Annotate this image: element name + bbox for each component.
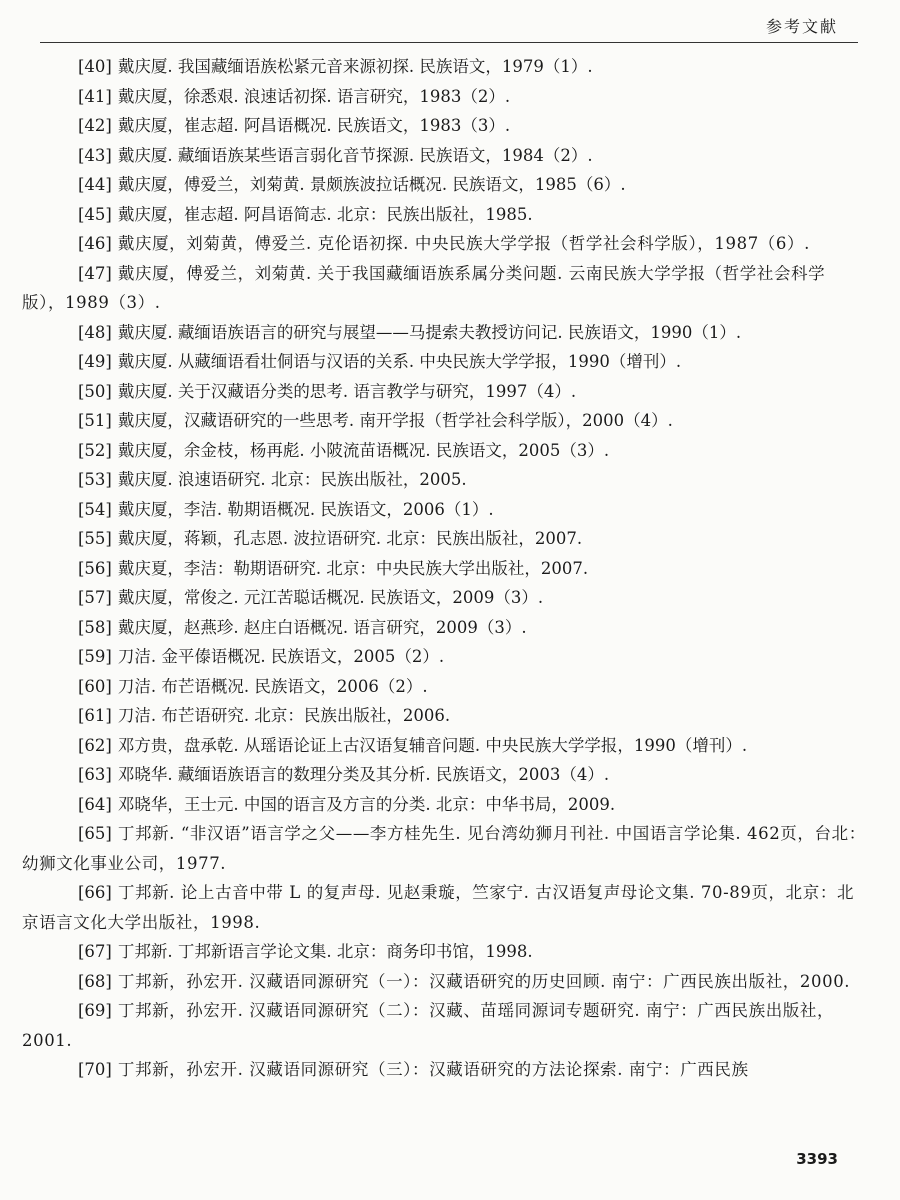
- reference-number: [57]: [78, 588, 112, 607]
- reference-entry: [22, 82, 867, 112]
- reference-entry: [22, 436, 867, 466]
- reference-number: [47]: [78, 263, 112, 283]
- reference-text: 戴庆厦. 浪速语研究. 北京：民族出版社，2005.: [117, 470, 467, 489]
- reference-entry: [22, 141, 867, 171]
- running-header: [0, 0, 900, 48]
- reference-entry: [22, 200, 867, 230]
- reference-entry: [22, 1055, 867, 1085]
- reference-text: 戴庆厦，徐悉艰. 浪速话初探. 语言研究，1983（2）.: [117, 86, 511, 106]
- reference-text: 丁邦新. 论上古音中带 L 的复声母. 见赵秉璇，竺家宁. 古汉语复声母论文集. 70-89页，北京：北京语言文化大学出版社，1998.: [22, 883, 855, 932]
- reference-text: 丁邦新，孙宏开. 汉藏语同源研究（一）：汉藏语研究的历史回顾. 南宁：广西民族出版社，2000.: [117, 971, 851, 991]
- reference-number: [41]: [78, 86, 112, 106]
- reference-text: 戴庆厦. 从藏缅语看壮侗语与汉语的关系. 中央民族大学学报，1990（增刊）.: [117, 352, 682, 371]
- reference-number: [55]: [78, 529, 112, 548]
- reference-text: 戴庆厦，蒋颖，孔志恩. 波拉语研究. 北京：民族出版社，2007.: [117, 529, 583, 548]
- reference-entry: [22, 554, 867, 584]
- reference-text: 刀洁. 布芒语研究. 北京：民族出版社，2006.: [117, 706, 451, 725]
- header-rule: [40, 42, 858, 43]
- reference-text: 丁邦新，孙宏开. 汉藏语同源研究（三）：汉藏语研究的方法论探索. 南宁：广西民族: [117, 1060, 749, 1079]
- reference-entry: [22, 701, 867, 731]
- reference-entry: [22, 229, 867, 259]
- reference-text: 戴庆厦，傅爱兰，刘菊黄. 景颇族波拉话概况. 民族语文，1985（6）.: [117, 175, 626, 194]
- reference-entry: [22, 967, 867, 997]
- reference-number: [63]: [78, 765, 112, 784]
- reference-number: [53]: [78, 470, 112, 489]
- reference-number: [46]: [78, 234, 112, 253]
- reference-text: 戴庆厦，傅爱兰，刘菊黄. 关于我国藏缅语族系属分类问题. 云南民族大学学报（哲学社会科学版），1989（3）.: [22, 263, 826, 312]
- reference-entry: [22, 642, 867, 672]
- reference-entry: [22, 760, 867, 790]
- reference-number: [70]: [78, 1060, 112, 1079]
- reference-text: 邓方贵，盘承乾. 从瑶语论证上古汉语复辅音问题. 中央民族大学学报，1990（增刊）.: [117, 735, 748, 755]
- reference-entry: [22, 259, 867, 318]
- reference-number: [40]: [78, 57, 112, 76]
- reference-text: 戴庆厦. 藏缅语族某些语言弱化音节探源. 民族语文，1984（2）.: [117, 145, 593, 165]
- reference-entry: [22, 347, 867, 377]
- reference-number: [56]: [78, 558, 112, 578]
- reference-text: 戴庆厦. 我国藏缅语族松紧元音来源初探. 民族语文，1979（1）.: [117, 57, 593, 76]
- reference-entry: [22, 465, 867, 495]
- reference-text: 戴庆厦，赵燕珍. 赵庄白语概况. 语言研究，2009（3）.: [117, 617, 527, 637]
- reference-number: [69]: [78, 1001, 112, 1020]
- header-title: 参考文献: [765, 17, 838, 36]
- reference-number: [51]: [78, 411, 112, 430]
- reference-number: [42]: [78, 116, 112, 135]
- page-number: 3393: [796, 1150, 838, 1168]
- reference-number: [65]: [78, 824, 112, 843]
- reference-number: [67]: [78, 942, 112, 961]
- reference-number: [68]: [78, 971, 112, 991]
- reference-number: [64]: [78, 794, 112, 814]
- reference-entry: [22, 996, 867, 1055]
- reference-text: 戴庆厦，崔志超. 阿昌语简志. 北京：民族出版社，1985.: [117, 204, 533, 224]
- reference-entry: [22, 672, 867, 702]
- reference-entry: [22, 613, 867, 643]
- reference-text: 戴庆厦，汉藏语研究的一些思考. 南开学报（哲学社会科学版），2000（4）.: [117, 411, 673, 430]
- reference-text: 戴庆厦，余金枝，杨再彪. 小陂流苗语概况. 民族语文，2005（3）.: [117, 440, 610, 460]
- reference-text: 邓晓华. 藏缅语族语言的数理分类及其分析. 民族语文，2003（4）.: [117, 765, 610, 784]
- reference-number: [61]: [78, 706, 112, 725]
- reference-text: 戴庆夏，李洁：勒期语研究. 北京：中央民族大学出版社，2007.: [117, 558, 589, 578]
- reference-number: [44]: [78, 175, 112, 194]
- reference-number: [60]: [78, 676, 112, 696]
- reference-number: [62]: [78, 735, 112, 755]
- reference-number: [49]: [78, 352, 112, 371]
- reference-text: 戴庆厦. 藏缅语族语言的研究与展望——马提索夫教授访问记. 民族语文，1990（1）.: [117, 322, 742, 342]
- reference-entry: [22, 878, 867, 937]
- reference-text: 丁邦新，孙宏开. 汉藏语同源研究（二）：汉藏、苗瑶同源词专题研究. 南宁：广西民族出版社，2001.: [22, 1001, 835, 1050]
- reference-text: 戴庆厦，崔志超. 阿昌语概况. 民族语文，1983（3）.: [117, 116, 511, 135]
- reference-entry: [22, 524, 867, 554]
- reference-text: 丁邦新. 丁邦新语言学论文集. 北京：商务印书馆，1998.: [117, 942, 533, 961]
- reference-entry: [22, 790, 867, 820]
- reference-text: 邓晓华，王士元. 中国的语言及方言的分类. 北京：中华书局，2009.: [117, 794, 616, 814]
- reference-text: 戴庆厦，李洁. 勒期语概况. 民族语文，2006（1）.: [117, 499, 494, 519]
- reference-text: 刀洁. 金平傣语概况. 民族语文，2005（2）.: [117, 647, 445, 666]
- reference-entry: [22, 495, 867, 525]
- reference-entry: [22, 318, 867, 348]
- reference-number: [52]: [78, 440, 112, 460]
- reference-entry: [22, 819, 867, 878]
- reference-number: [50]: [78, 381, 112, 401]
- reference-entry: [22, 937, 867, 967]
- reference-entry: [22, 583, 867, 613]
- reference-entry: [22, 52, 867, 82]
- reference-list: [22, 52, 867, 1085]
- reference-text: 戴庆厦. 关于汉藏语分类的思考. 语言教学与研究，1997（4）.: [117, 381, 577, 401]
- reference-number: [48]: [78, 322, 112, 342]
- reference-number: [54]: [78, 499, 112, 519]
- reference-text: 戴庆厦，常俊之. 元江苦聪话概况. 民族语文，2009（3）.: [117, 588, 544, 607]
- reference-text: 丁邦新. “非汉语”语言学之父——李方桂先生. 见台湾幼狮月刊社. 中国语言学论集. 462页，台北：幼狮文化事业公司，1977.: [22, 824, 866, 873]
- reference-entry: [22, 406, 867, 436]
- reference-number: [43]: [78, 145, 112, 165]
- reference-text: 刀洁. 布芒语概况. 民族语文，2006（2）.: [117, 676, 428, 696]
- reference-number: [66]: [78, 883, 112, 902]
- reference-number: [59]: [78, 647, 112, 666]
- reference-number: [58]: [78, 617, 112, 637]
- reference-entry: [22, 377, 867, 407]
- reference-number: [45]: [78, 204, 112, 224]
- reference-entry: [22, 731, 867, 761]
- reference-text: 戴庆厦，刘菊黄，傅爱兰. 克伦语初探. 中央民族大学学报（哲学社会科学版），1987（6）.: [117, 234, 810, 253]
- reference-entry: [22, 170, 867, 200]
- reference-entry: [22, 111, 867, 141]
